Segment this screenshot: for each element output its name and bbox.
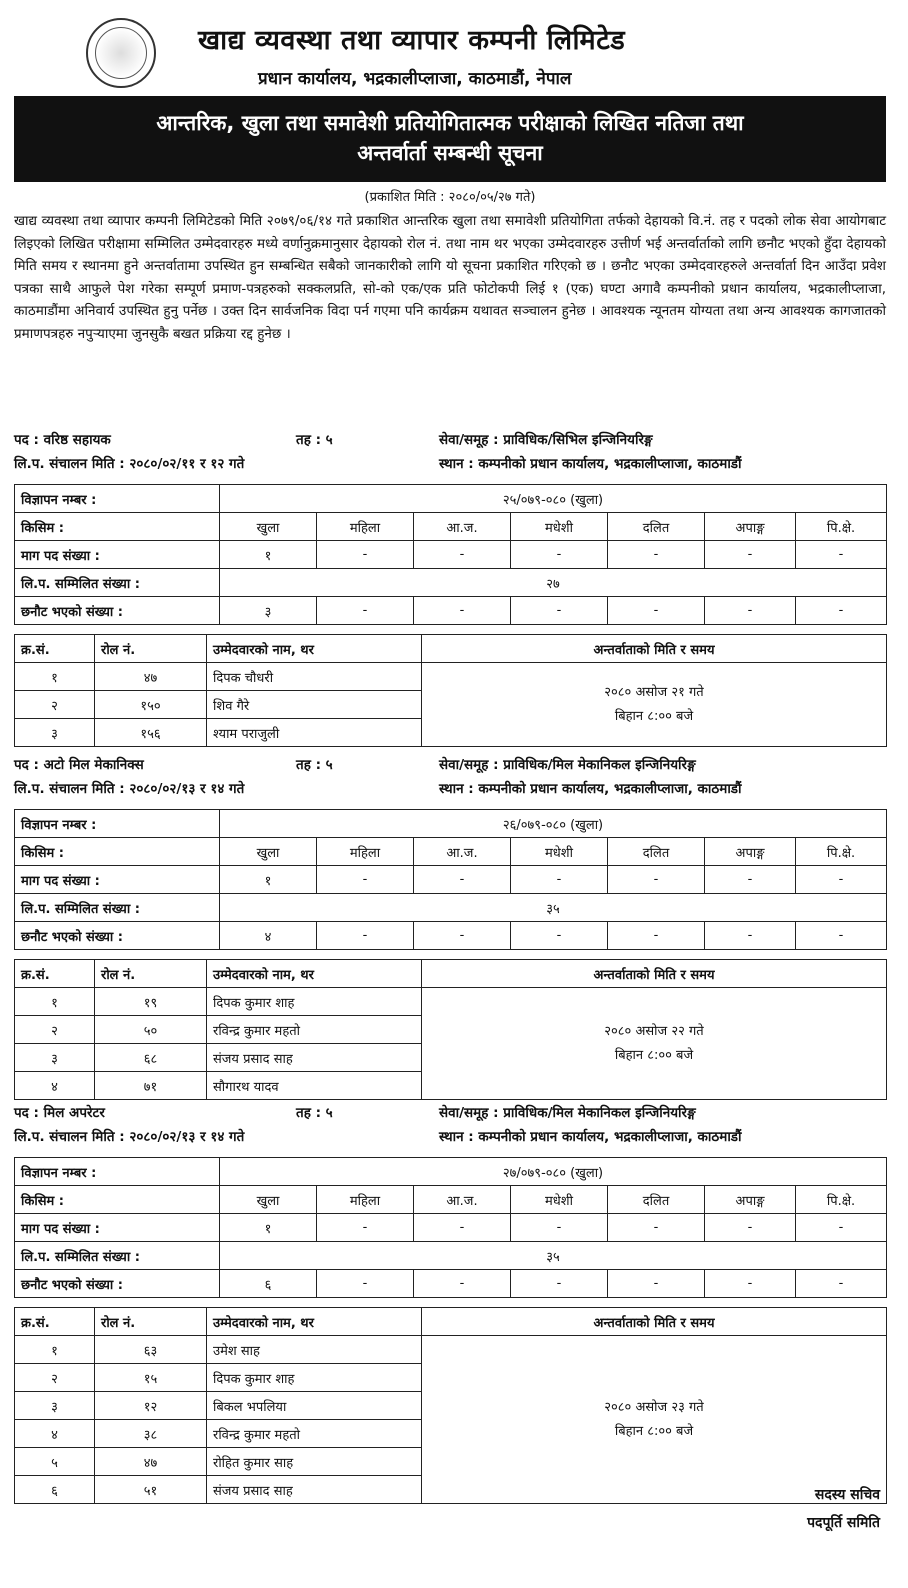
selected-cell: -	[317, 922, 414, 950]
candidate-name: रोहित कुमार साह	[207, 1448, 422, 1476]
interview-time: बिहान ८:०० बजे	[614, 708, 694, 724]
selected-cell: -	[317, 597, 414, 625]
interview-time: बिहान ८:०० बजे	[614, 1423, 694, 1439]
vacancy-no-label: विज्ञापन नम्बर :	[15, 1158, 220, 1186]
candidate-roll: १२	[95, 1392, 207, 1420]
category-header: पि.क्षे.	[796, 838, 887, 866]
demand-cell: -	[608, 866, 705, 894]
candidates-header-row	[15, 635, 887, 663]
candidate-roll: १९	[95, 988, 207, 1016]
selected-cell: -	[608, 922, 705, 950]
post-level: तह : ५	[296, 1105, 333, 1121]
notice-page	[8, 10, 892, 1580]
selected-cell: -	[705, 922, 796, 950]
vacancy-no-value: २५/०७९-०८० (खुला)	[220, 485, 887, 513]
exam-date: लि.प. संचालन मिति : २०८०/०२/१३ र १४ गते	[14, 781, 245, 797]
interview-date: २०८० असोज २१ गते	[604, 684, 704, 700]
selected-label: छनौट भएको संख्या :	[15, 597, 220, 625]
demand-label: माग पद संख्या :	[15, 1214, 220, 1242]
interview-header: अन्तर्वाताको मिति र समय	[422, 1308, 887, 1336]
selected-cell: -	[608, 597, 705, 625]
post-name: पद : मिल अपरेटर	[14, 1105, 105, 1121]
interview-header: अन्तर्वाताको मिति र समय	[422, 635, 887, 663]
candidates-table	[14, 959, 887, 1100]
category-header: दलित	[608, 1186, 705, 1214]
category-header: महिला	[317, 513, 414, 541]
category-header: खुला	[220, 838, 317, 866]
category-header: महिला	[317, 1186, 414, 1214]
candidate-sn: ३	[15, 1044, 95, 1072]
name-header: उम्मेदवारको नाम, थर	[207, 960, 422, 988]
sn-header: क्र.सं.	[15, 1308, 95, 1336]
category-header: मधेशी	[511, 838, 608, 866]
candidate-sn: ६	[15, 1476, 95, 1504]
published-date: (प्रकाशित मिति : २०८०/०५/२७ गते)	[364, 190, 536, 205]
vacancy-table	[14, 809, 887, 950]
post-header	[14, 430, 886, 478]
demand-cell: -	[796, 866, 887, 894]
vacancy-table	[14, 1157, 887, 1298]
candidate-sn: १	[15, 1336, 95, 1364]
category-header: दलित	[608, 513, 705, 541]
demand-cell: -	[511, 541, 608, 569]
category-label: किसिम :	[15, 513, 220, 541]
candidate-sn: ३	[15, 1392, 95, 1420]
selected-cell: -	[414, 1270, 511, 1298]
selected-row	[15, 597, 887, 625]
selected-row	[15, 1270, 887, 1298]
candidate-roll: १५	[95, 1364, 207, 1392]
candidate-roll: ४७	[95, 1448, 207, 1476]
candidates-table	[14, 1307, 887, 1504]
category-header: दलित	[608, 838, 705, 866]
demand-cell: -	[796, 541, 887, 569]
candidate-name: संजय प्रसाद साह	[207, 1476, 422, 1504]
demand-row	[15, 1214, 887, 1242]
category-header: खुला	[220, 1186, 317, 1214]
interview-schedule	[422, 663, 887, 747]
sn-header: क्र.सं.	[15, 960, 95, 988]
demand-row	[15, 541, 887, 569]
category-row	[15, 513, 887, 541]
candidate-sn: ४	[15, 1072, 95, 1100]
demand-cell: -	[705, 1214, 796, 1242]
candidate-roll: ६८	[95, 1044, 207, 1072]
selected-cell: -	[796, 597, 887, 625]
candidate-roll: ६३	[95, 1336, 207, 1364]
demand-cell: १	[220, 541, 317, 569]
sn-header: क्र.सं.	[15, 635, 95, 663]
vacancy-no-row	[15, 1158, 887, 1186]
vacancy-no-row	[15, 810, 887, 838]
category-header: खुला	[220, 513, 317, 541]
post-service: सेवा/समूह : प्राविधिक/मिल मेकानिकल इन्जिनियरिङ्ग	[439, 1105, 696, 1121]
demand-label: माग पद संख्या :	[15, 541, 220, 569]
demand-cell: -	[608, 541, 705, 569]
category-label: किसिम :	[15, 838, 220, 866]
demand-cell: १	[220, 1214, 317, 1242]
roll-header: रोल नं.	[95, 1308, 207, 1336]
selected-label: छनौट भएको संख्या :	[15, 922, 220, 950]
demand-cell: -	[414, 541, 511, 569]
selected-cell: ६	[220, 1270, 317, 1298]
table-row	[15, 663, 887, 691]
category-header: मधेशी	[511, 513, 608, 541]
interview-time: बिहान ८:०० बजे	[614, 1047, 694, 1063]
vacancy-no-value: २६/०७९-०८० (खुला)	[220, 810, 887, 838]
notice-paragraph: खाद्य व्यवस्था तथा व्यापार कम्पनी लिमिटेडको मिति २०७९/०६/१४ गते प्रकाशित आन्तरिक खुला तथा समावेशी प्रतियोगिता तर्फको देहायको वि.नं. तह र पदको लोक सेवा आयोगबाट लिइएको लिखित परीक्षामा सम्मिलित उम्मेदवारहरु मध्ये वर्णानुक्रमानुसार देहायको रोल नं. तथा नाम थर भएका उम्मेदवारहरु उत्तीर्ण भई अन्तर्वार्ताको लागि छनौट भएको हुँदा देहायको मिति समय र स्थानमा हुने अन्तर्वातामा उपस्थित हुन सम्बन्धित सबैको जानकारीको लागि यो सूचना प्रकाशित गरिएको छ । छनौट भएका उम्मेदवारहरुले अन्तर्वार्ता दिन आउँदा प्रवेश पत्रका साथै आफुले पेश गरेका सम्पूर्ण प्रमाण-पत्रहरुको सक्कलप्रति, सो-को एक/एक प्रति फोटोकपी लिई १ (एक) घण्टा अगावै कम्पनीको प्रधान कार्यालय, भद्रकालीप्लाजा, काठमाडौंमा अनिवार्य उपस्थित हुनु पर्नेछ । उक्त दिन सार्वजनिक विदा पर्न गएमा पनि कार्यक्रम यथावत सञ्चालन हुनेछ । आवश्यक न्यूनतम योग्यता तथा अन्य आवश्यक कागजातको प्रमाणपत्रहरु नपुऱ्याएमा जुनसुकै बखत प्रक्रिया रद्द हुनेछ ।	[14, 213, 886, 342]
vacancy-table	[14, 484, 887, 625]
demand-cell: -	[608, 1214, 705, 1242]
name-header: उम्मेदवारको नाम, थर	[207, 635, 422, 663]
signature-title: सदस्य सचिव	[814, 1487, 880, 1503]
selected-row	[15, 922, 887, 950]
appeared-label: लि.प. सम्मिलित संख्या :	[15, 569, 220, 597]
selected-cell: -	[511, 597, 608, 625]
category-header: पि.क्षे.	[796, 513, 887, 541]
demand-cell: -	[317, 866, 414, 894]
category-row	[15, 838, 887, 866]
category-row	[15, 1186, 887, 1214]
candidate-sn: १	[15, 663, 95, 691]
candidate-sn: २	[15, 691, 95, 719]
banner-line-1: आन्तरिक, खुला तथा समावेशी प्रतियोगितात्मक परीक्षाको लिखित नतिजा तथा	[156, 111, 744, 135]
exam-venue: स्थान : कम्पनीको प्रधान कार्यालय, भद्रकालीप्लाजा, काठमाडौं	[439, 456, 742, 472]
category-header: महिला	[317, 838, 414, 866]
post-service: सेवा/समूह : प्राविधिक/मिल मेकानिकल इन्जिनियरिङ्ग	[439, 757, 696, 773]
appeared-value: ३५	[220, 894, 887, 922]
candidate-name: संजय प्रसाद साह	[207, 1044, 422, 1072]
demand-cell: -	[317, 1214, 414, 1242]
vacancy-no-row	[15, 485, 887, 513]
company-logo	[86, 18, 156, 88]
category-header: अपाङ्ग	[705, 513, 796, 541]
candidate-roll: १५०	[95, 691, 207, 719]
interview-date: २०८० असोज २३ गते	[604, 1399, 704, 1415]
post-level: तह : ५	[296, 757, 333, 773]
candidate-sn: २	[15, 1016, 95, 1044]
selected-cell: -	[511, 922, 608, 950]
candidate-sn: १	[15, 988, 95, 1016]
vacancy-no-value: २७/०७९-०८० (खुला)	[220, 1158, 887, 1186]
banner-line-2: अन्तर्वार्ता सम्बन्धी सूचना	[357, 141, 543, 165]
category-header: पि.क्षे.	[796, 1186, 887, 1214]
vacancy-no-label: विज्ञापन नम्बर :	[15, 485, 220, 513]
category-header: आ.ज.	[414, 513, 511, 541]
selected-cell: ३	[220, 597, 317, 625]
exam-venue: स्थान : कम्पनीको प्रधान कार्यालय, भद्रकालीप्लाजा, काठमाडौं	[439, 781, 742, 797]
candidate-name: दिपक कुमार शाह	[207, 988, 422, 1016]
interview-header: अन्तर्वाताको मिति र समय	[422, 960, 887, 988]
candidate-sn: ५	[15, 1448, 95, 1476]
candidate-name: सौगारथ यादव	[207, 1072, 422, 1100]
post-service: सेवा/समूह : प्राविधिक/सिभिल इन्जिनियरिङ्ग	[439, 432, 653, 448]
candidate-roll: १५६	[95, 719, 207, 747]
appeared-row	[15, 1242, 887, 1270]
candidates-header-row	[15, 1308, 887, 1336]
appeared-row	[15, 569, 887, 597]
candidate-roll: ४७	[95, 663, 207, 691]
candidate-name: श्याम पराजुली	[207, 719, 422, 747]
appeared-row	[15, 894, 887, 922]
selected-cell: -	[705, 597, 796, 625]
org-name: खाद्य व्यवस्था तथा व्यापार कम्पनी लिमिटेड	[198, 25, 626, 56]
post-name: पद : वरिष्ठ सहायक	[14, 432, 111, 448]
category-header: आ.ज.	[414, 1186, 511, 1214]
interview-schedule	[422, 988, 887, 1100]
org-address: प्रधान कार्यालय, भद्रकालीप्लाजा, काठमाडौं, नेपाल	[258, 69, 572, 89]
category-header: अपाङ्ग	[705, 838, 796, 866]
category-label: किसिम :	[15, 1186, 220, 1214]
demand-cell: -	[414, 866, 511, 894]
candidate-roll: ३८	[95, 1420, 207, 1448]
exam-date: लि.प. संचालन मिति : २०८०/०२/१३ र १४ गते	[14, 1129, 245, 1145]
demand-cell: -	[317, 541, 414, 569]
candidate-name: शिव गैरे	[207, 691, 422, 719]
appeared-value: २७	[220, 569, 887, 597]
selected-label: छनौट भएको संख्या :	[15, 1270, 220, 1298]
roll-header: रोल नं.	[95, 635, 207, 663]
candidates-header-row	[15, 960, 887, 988]
appeared-label: लि.प. सम्मिलित संख्या :	[15, 894, 220, 922]
appeared-value: ३५	[220, 1242, 887, 1270]
appeared-label: लि.प. सम्मिलित संख्या :	[15, 1242, 220, 1270]
selected-cell: -	[608, 1270, 705, 1298]
candidate-name: दिपक चौधरी	[207, 663, 422, 691]
candidate-name: उमेश साह	[207, 1336, 422, 1364]
demand-cell: -	[796, 1214, 887, 1242]
candidate-sn: ४	[15, 1420, 95, 1448]
candidate-roll: ५०	[95, 1016, 207, 1044]
candidate-name: रविन्द्र कुमार महतो	[207, 1016, 422, 1044]
candidate-name: रविन्द्र कुमार महतो	[207, 1420, 422, 1448]
candidate-sn: ३	[15, 719, 95, 747]
demand-cell: -	[705, 541, 796, 569]
post-header	[14, 755, 886, 803]
selected-cell: -	[414, 922, 511, 950]
post-name: पद : अटो मिल मेकानिक्स	[14, 757, 144, 773]
demand-cell: -	[414, 1214, 511, 1242]
demand-cell: -	[511, 1214, 608, 1242]
selected-cell: -	[414, 597, 511, 625]
post-level: तह : ५	[296, 432, 333, 448]
roll-header: रोल नं.	[95, 960, 207, 988]
demand-label: माग पद संख्या :	[15, 866, 220, 894]
demand-row	[15, 866, 887, 894]
candidate-name: दिपक कुमार शाह	[207, 1364, 422, 1392]
selected-cell: -	[796, 1270, 887, 1298]
candidate-name: बिकल भपलिया	[207, 1392, 422, 1420]
post-header	[14, 1103, 886, 1151]
selected-cell: -	[705, 1270, 796, 1298]
category-header: मधेशी	[511, 1186, 608, 1214]
demand-cell: -	[511, 866, 608, 894]
exam-date: लि.प. संचालन मिति : २०८०/०२/११ र १२ गते	[14, 456, 245, 472]
interview-date: २०८० असोज २२ गते	[604, 1023, 704, 1039]
signature-committee: पदपूर्ति समिति	[807, 1515, 880, 1531]
table-row	[15, 1336, 887, 1364]
interview-schedule	[422, 1336, 887, 1504]
candidates-table	[14, 634, 887, 747]
vacancy-no-label: विज्ञापन नम्बर :	[15, 810, 220, 838]
selected-cell: -	[511, 1270, 608, 1298]
notice-title-banner	[14, 96, 886, 182]
demand-cell: १	[220, 866, 317, 894]
table-row	[15, 988, 887, 1016]
name-header: उम्मेदवारको नाम, थर	[207, 1308, 422, 1336]
demand-cell: -	[705, 866, 796, 894]
candidate-sn: २	[15, 1364, 95, 1392]
candidate-roll: ५१	[95, 1476, 207, 1504]
candidate-roll: ७१	[95, 1072, 207, 1100]
selected-cell: -	[796, 922, 887, 950]
selected-cell: -	[317, 1270, 414, 1298]
category-header: अपाङ्ग	[705, 1186, 796, 1214]
exam-venue: स्थान : कम्पनीको प्रधान कार्यालय, भद्रकालीप्लाजा, काठमाडौं	[439, 1129, 742, 1145]
selected-cell: ४	[220, 922, 317, 950]
header	[8, 10, 892, 96]
category-header: आ.ज.	[414, 838, 511, 866]
